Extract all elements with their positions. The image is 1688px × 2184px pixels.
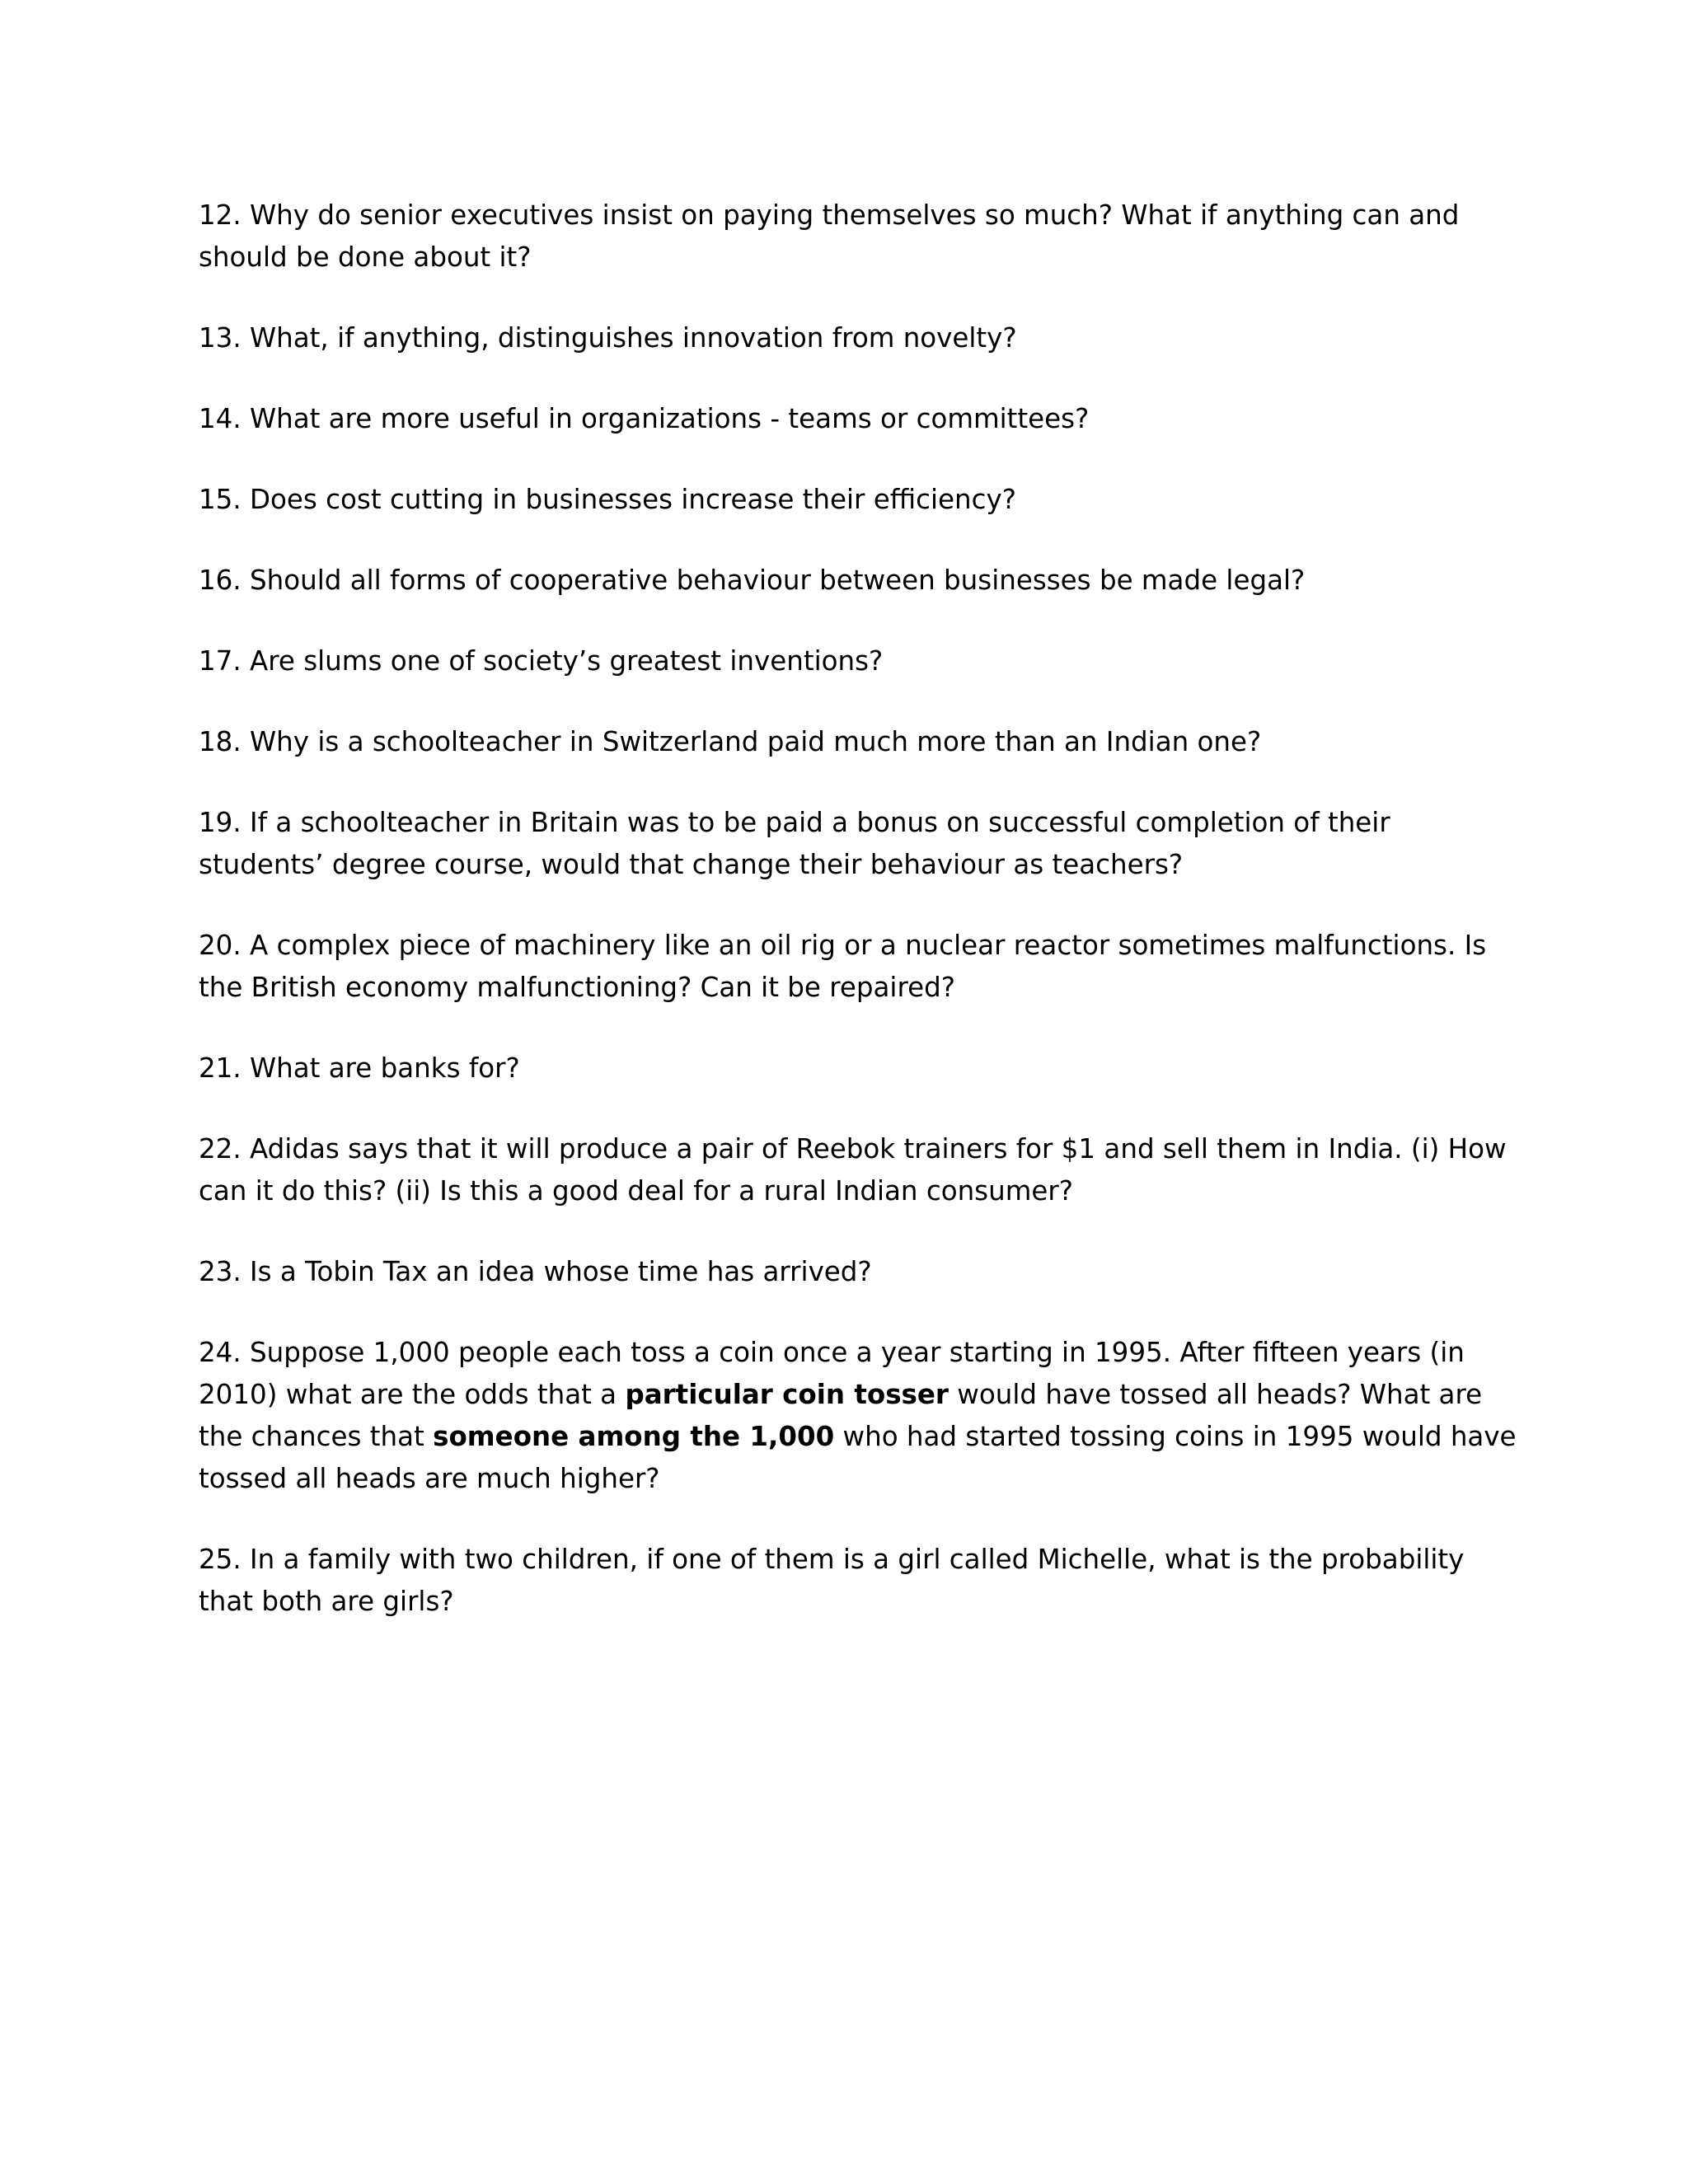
question-25 bbox=[199, 1539, 1517, 1623]
question-22 bbox=[199, 1128, 1517, 1212]
question-24 bbox=[199, 1332, 1517, 1500]
question-19 bbox=[199, 802, 1517, 886]
question-list bbox=[199, 194, 1517, 1661]
question-text: 18. Why is a schoolteacher in Switzerland paid much more than an Indian one? bbox=[199, 726, 1262, 757]
question-14 bbox=[199, 398, 1517, 440]
question-text: 23. Is a Tobin Tax an idea whose time has arrived? bbox=[199, 1256, 872, 1287]
question-20 bbox=[199, 925, 1517, 1009]
question-text: 25. In a family with two children, if one of them is a girl called Michelle, what is the probability that both are girls? bbox=[199, 1544, 1465, 1617]
question-text: 14. What are more useful in organizations - teams or committees? bbox=[199, 403, 1090, 434]
emphasis-text: someone among the 1,000 bbox=[433, 1421, 835, 1452]
question-text: 15. Does cost cutting in businesses increase their efficiency? bbox=[199, 484, 1016, 515]
question-text: 19. If a schoolteacher in Britain was to be paid a bonus on successful completion of their students’ degree course, would that change their behaviour as teachers? bbox=[199, 807, 1390, 880]
question-text: 17. Are slums one of society’s greatest inventions? bbox=[199, 645, 884, 677]
question-text: 21. What are banks for? bbox=[199, 1052, 520, 1084]
question-12 bbox=[199, 194, 1517, 279]
question-text: 16. Should all forms of cooperative behaviour between businesses be made legal? bbox=[199, 565, 1306, 596]
emphasis-text: particular coin tosser bbox=[625, 1379, 949, 1410]
question-text: would have tossed all heads? What are the chances that bbox=[199, 1379, 1483, 1452]
question-text: who had started tossing coins in 1995 would have tossed all heads are much higher? bbox=[199, 1421, 1517, 1494]
question-23 bbox=[199, 1251, 1517, 1293]
question-text: 13. What, if anything, distinguishes innovation from novelty? bbox=[199, 322, 1017, 354]
question-text: 12. Why do senior executives insist on paying themselves so much? What if anything can and should be done about it? bbox=[199, 199, 1460, 273]
question-18 bbox=[199, 721, 1517, 763]
question-text: 24. Suppose 1,000 people each toss a coin once a year starting in 1995. After fifteen years (in 2010) what are the odds that a bbox=[199, 1337, 1465, 1410]
question-15 bbox=[199, 479, 1517, 521]
question-17 bbox=[199, 640, 1517, 682]
question-13 bbox=[199, 317, 1517, 359]
question-21 bbox=[199, 1047, 1517, 1090]
question-16 bbox=[199, 560, 1517, 602]
question-text: 22. Adidas says that it will produce a pair of Reebok trainers for $1 and sell them in India. (i) How can it do this? (ii) Is this a good deal for a rural Indian consumer? bbox=[199, 1133, 1507, 1207]
question-text: 20. A complex piece of machinery like an oil rig or a nuclear reactor sometimes malfunctions. Is the British economy malfunctioning? Can it be repaired? bbox=[199, 930, 1487, 1003]
